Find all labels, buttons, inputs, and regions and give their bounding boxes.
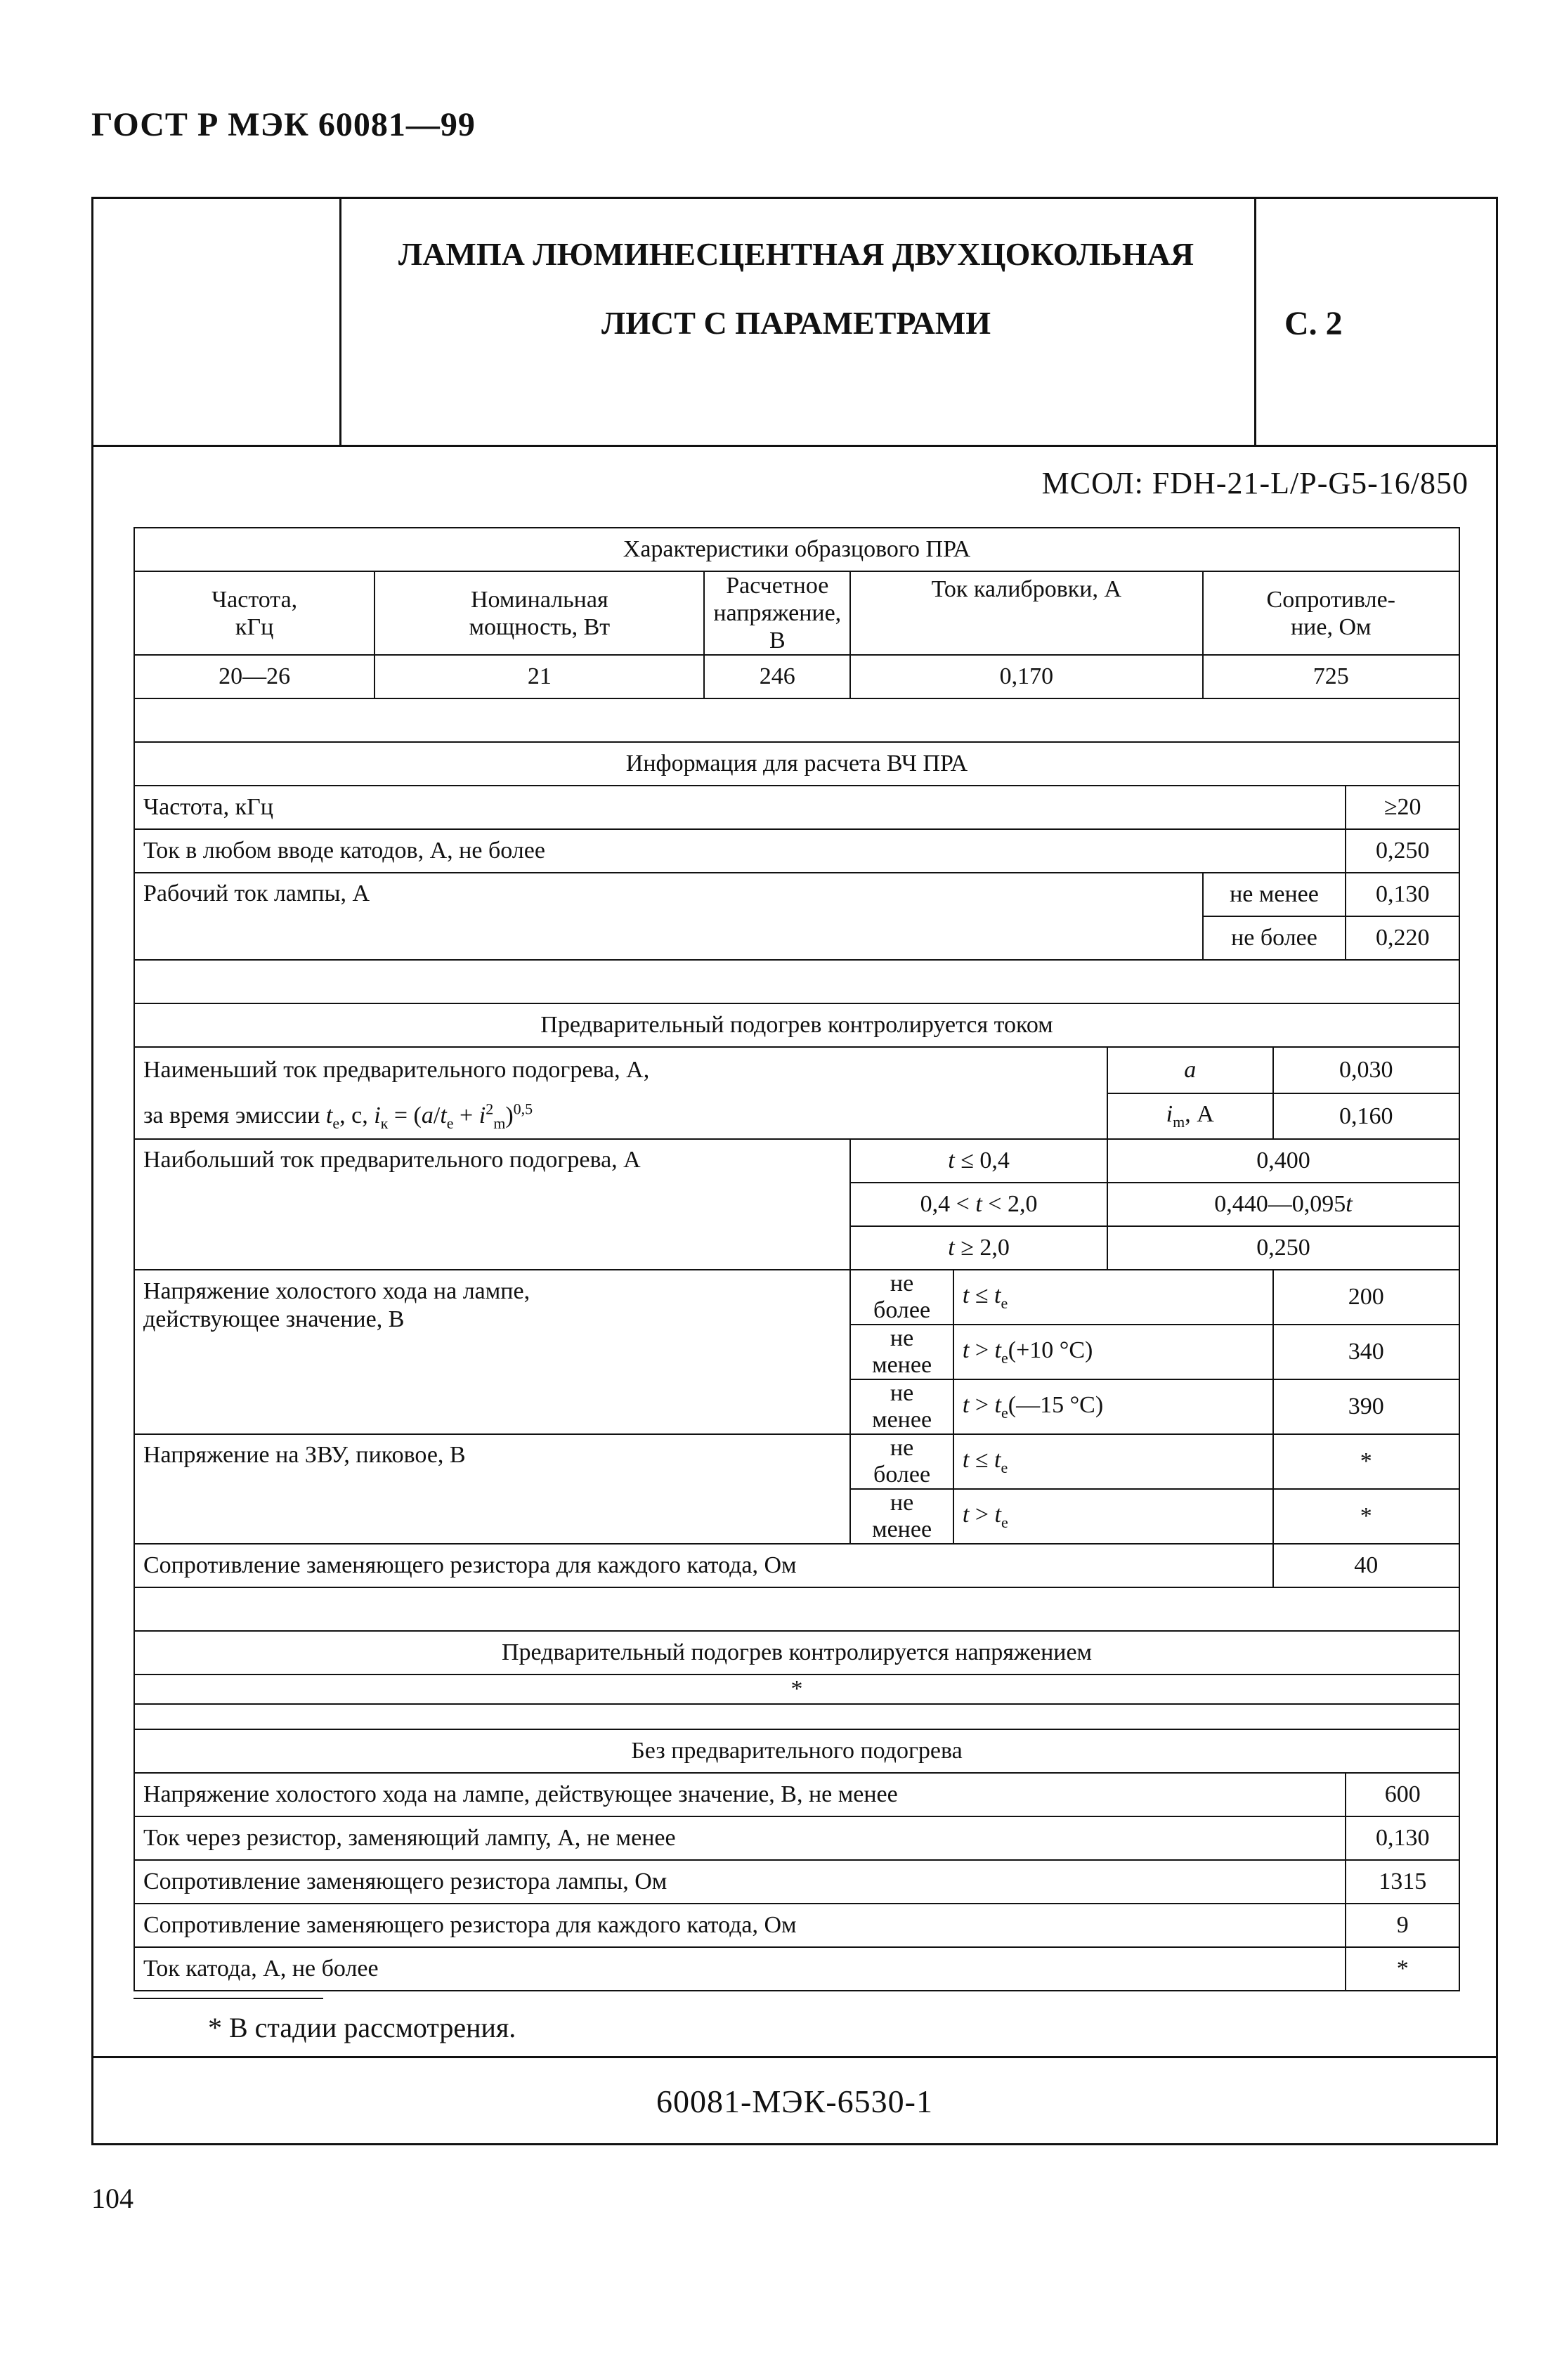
no-preheat-r2-value: 0,130 — [1346, 1816, 1459, 1860]
no-preheat-r2-label: Ток через резистор, заменяющий лампу, А, не менее — [134, 1816, 1346, 1860]
ballast-col-calibration-current: Ток калибровки, А — [850, 571, 1202, 655]
hf-cathode-current-label: Ток в любом вводе катодов, А, не более — [134, 829, 1346, 873]
least-preheat-line1: Наименьший ток предварительного подогрева, А, — [143, 1057, 650, 1084]
ocv2-condition: $t > t_e(+10$ °С) — [953, 1325, 1273, 1379]
no-preheat-r5-label: Ток катода, А, не более — [134, 1947, 1346, 1991]
hf-min-label: не менее — [1203, 873, 1346, 916]
ign1-value: * — [1273, 1434, 1459, 1489]
most-preheat-val-1: 0,400 — [1107, 1139, 1459, 1183]
no-preheat-heading: Без предварительного подогрева — [134, 1729, 1459, 1773]
ballast-val-frequency: 20—26 — [134, 655, 375, 698]
hf-heading: Информация для расчета ВЧ ПРА — [134, 742, 1459, 786]
hf-min-value: 0,130 — [1346, 873, 1459, 916]
preheat-voltage-value: * — [134, 1675, 1459, 1704]
no-preheat-r1-value: 600 — [1346, 1773, 1459, 1816]
no-preheat-r3-label: Сопротивление заменяющего резистора лампы, Ом — [134, 1860, 1346, 1904]
most-preheat-cond-3: t ≥ 2,0 — [850, 1226, 1107, 1270]
no-preheat-r4-value: 9 — [1346, 1904, 1459, 1947]
ballast-val-voltage: 246 — [704, 655, 850, 698]
footer-top-rule — [93, 2056, 1496, 2058]
coef-im-symbol: $i_m$, А — [1107, 1093, 1273, 1140]
footnote-rule — [133, 1998, 323, 1999]
most-preheat-cond-2: 0,4 < t < 2,0 — [850, 1183, 1107, 1226]
ballast-val-calibration-current: 0,170 — [850, 655, 1202, 698]
ign2-condition: $t > t_e$ — [953, 1489, 1273, 1544]
coef-a-symbol: a — [1107, 1047, 1273, 1093]
preheat-current-heading: Предварительный подогрев контролируется током — [134, 1003, 1459, 1047]
no-preheat-r1-label: Напряжение холостого хода на лампе, действующее значение, В, не менее — [134, 1773, 1346, 1816]
ballast-val-resistance: 725 — [1203, 655, 1460, 698]
document-title-line2: ЛИСТ С ПАРАМЕТРАМИ — [601, 305, 991, 341]
ballast-val-power: 21 — [375, 655, 704, 698]
ignition-voltage-label: Напряжение на ЗВУ, пиковое, В — [134, 1434, 850, 1544]
ocv3-limit: не менее — [850, 1379, 953, 1434]
standard-code: ГОСТ Р МЭК 60081—99 — [91, 106, 476, 143]
footnote: * В стадии рассмотрения. — [208, 2012, 516, 2043]
ocv1-value: 200 — [1273, 1270, 1459, 1325]
ocv3-condition: $t > t_e(—15$ °С) — [953, 1379, 1273, 1434]
title-right-divider — [1254, 199, 1256, 446]
ocv2-limit: не менее — [850, 1325, 953, 1379]
coef-a-value: 0,030 — [1273, 1047, 1459, 1093]
ign2-limit: не менее — [850, 1489, 953, 1544]
most-preheat-val-2: 0,440—0,095t — [1107, 1183, 1459, 1226]
ballast-col-frequency: Частота, кГц — [134, 571, 375, 655]
no-preheat-r4-label: Сопротивление заменяющего резистора для каждого катода, Ом — [134, 1904, 1346, 1947]
ocv1-limit: не более — [850, 1270, 953, 1325]
most-preheat-val-3: 0,250 — [1107, 1226, 1459, 1270]
lamp-designation: МСОЛ: FDH-21-L/P-G5-16/850 — [1041, 466, 1468, 500]
cathode-resistor-value: 40 — [1273, 1544, 1459, 1587]
ballast-col-resistance: Сопротивле- ние, Ом — [1203, 571, 1460, 655]
ocv-label: Напряжение холостого хода на лампе, действующее значение, В — [134, 1270, 850, 1434]
ballast-col-power: Номинальная мощность, Вт — [375, 571, 704, 655]
hf-max-value: 0,220 — [1346, 916, 1459, 960]
ign1-condition: $t \le t_e$ — [953, 1434, 1273, 1489]
hf-max-label: не более — [1203, 916, 1346, 960]
least-preheat-label — [134, 1047, 1107, 1139]
ocv2-value: 340 — [1273, 1325, 1459, 1379]
hf-operating-current-label: Рабочий ток лампы, А — [134, 873, 1203, 960]
ocv3-value: 390 — [1273, 1379, 1459, 1434]
hf-cathode-current-value: 0,250 — [1346, 829, 1459, 873]
ballast-heading: Характеристики образцового ПРА — [134, 528, 1459, 571]
no-preheat-r3-value: 1315 — [1346, 1860, 1459, 1904]
sheet-code: 60081-МЭК-6530-1 — [656, 2083, 933, 2119]
coef-im-value: 0,160 — [1273, 1093, 1459, 1140]
no-preheat-r5-value: * — [1346, 1947, 1459, 1991]
title-bottom-rule — [93, 445, 1496, 447]
document-title-line1: ЛАМПА ЛЮМИНЕСЦЕНТНАЯ ДВУХЦОКОЛЬНАЯ — [398, 236, 1194, 272]
ballast-col-voltage: Расчетное напряжение, В — [704, 571, 850, 655]
least-preheat-line2: за время эмиссии $t_e$, с, $i_к = (a/t_e + i^2_m)^{0,5}$ — [143, 1100, 533, 1132]
ign2-value: * — [1273, 1489, 1459, 1544]
most-preheat-cond-1: t ≤ 0,4 — [850, 1139, 1107, 1183]
preheat-voltage-heading: Предварительный подогрев контролируется напряжением — [134, 1631, 1459, 1675]
sheet-number: С. 2 — [1284, 305, 1343, 342]
cathode-resistor-label: Сопротивление заменяющего резистора для каждого катода, Ом — [134, 1544, 1273, 1587]
ocv1-condition: $t \le t_e$ — [953, 1270, 1273, 1325]
hf-frequency-value: ≥20 — [1346, 786, 1459, 829]
hf-frequency-label: Частота, кГц — [134, 786, 1346, 829]
page-number: 104 — [91, 2183, 133, 2214]
parameter-table — [133, 527, 1460, 1991]
ign1-limit: не более — [850, 1434, 953, 1489]
most-preheat-label: Наибольший ток предварительного подогрева, А — [134, 1139, 850, 1270]
